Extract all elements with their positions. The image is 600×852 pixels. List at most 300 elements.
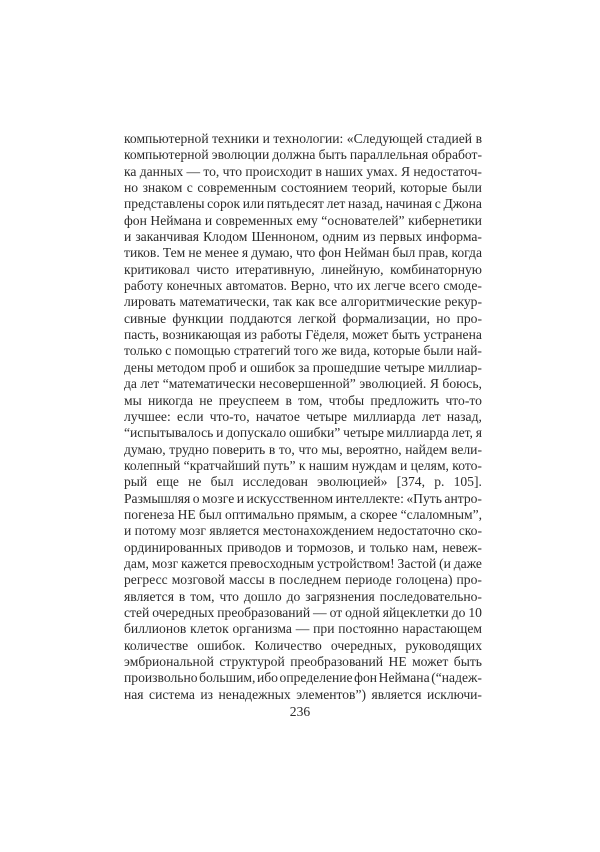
word: не <box>199 392 213 408</box>
word: должна <box>272 147 316 163</box>
word: мозг <box>151 555 179 571</box>
word: преобразований <box>217 604 311 620</box>
word: мозговой <box>171 572 225 588</box>
word: исследован <box>242 474 308 490</box>
word: прошедшие <box>312 359 381 375</box>
word: из <box>200 686 214 702</box>
word: да <box>124 376 137 392</box>
word: интеллекте: <box>335 490 404 506</box>
word: превосходным <box>229 555 315 571</box>
word: начатое <box>255 408 300 424</box>
word: которые <box>400 180 448 196</box>
word: фон <box>318 245 342 261</box>
word: (и <box>439 555 451 571</box>
word: эволюции <box>211 147 270 163</box>
word: эволюцией» <box>317 474 388 490</box>
word: в <box>315 163 322 179</box>
word: не <box>188 245 202 261</box>
word: Я <box>400 163 411 179</box>
word: НЕ <box>388 654 407 669</box>
word: обработ- <box>431 147 482 163</box>
word: дены <box>124 359 154 375</box>
word: стратегий <box>233 343 291 359</box>
text-line <box>124 294 482 310</box>
word: четыре <box>343 425 384 441</box>
word: p. <box>434 474 445 490</box>
word: погенеза <box>124 506 175 522</box>
word: одной <box>345 604 380 620</box>
word: несовершенной” <box>259 376 356 392</box>
word: помощью <box>174 343 231 359</box>
text-line <box>124 147 482 163</box>
word: с <box>186 180 193 196</box>
word: Застой <box>397 555 437 571</box>
word: очередных, <box>330 637 397 653</box>
word: фон <box>124 212 147 228</box>
word: и <box>285 539 293 555</box>
word: может <box>412 654 449 669</box>
word: параллельная <box>349 147 429 163</box>
word: методом <box>156 359 206 375</box>
word: с <box>165 343 172 359</box>
word: даже <box>453 555 482 571</box>
word: Количество <box>254 637 322 653</box>
word: мозг <box>179 523 206 539</box>
word: лучшее: <box>124 408 171 424</box>
word: ка <box>124 163 137 179</box>
text-line <box>124 164 482 180</box>
page-number: 236 <box>289 704 311 719</box>
word: итеративную, <box>235 261 315 277</box>
word: к <box>298 457 306 473</box>
word: лет <box>421 408 441 424</box>
word: очередных <box>152 604 215 620</box>
word: лировать <box>124 294 176 310</box>
text-line <box>124 507 482 523</box>
word: допускало <box>226 425 287 441</box>
word: вида, <box>339 343 370 359</box>
word: и <box>262 131 270 146</box>
word: ибо <box>256 670 278 686</box>
word: быть <box>318 147 347 163</box>
text-line <box>124 670 482 686</box>
word: начиная <box>385 196 433 212</box>
word: чтобы <box>328 392 365 408</box>
word: дам, <box>124 555 149 571</box>
word: клеток <box>190 621 229 637</box>
word: путь” <box>263 457 296 473</box>
word: целям, <box>410 457 449 473</box>
word: рый <box>124 474 148 490</box>
word: мозге <box>202 490 235 506</box>
word: Тем <box>162 245 186 261</box>
word: но <box>436 310 451 326</box>
word: происходит <box>245 163 313 179</box>
word: но <box>124 180 139 196</box>
word: были <box>423 343 454 359</box>
word: вели- <box>451 441 482 457</box>
word: руководящих <box>405 637 482 653</box>
word: только <box>124 343 163 359</box>
word: система <box>149 686 195 702</box>
word: является <box>371 686 422 702</box>
word: кото- <box>452 457 482 473</box>
word: колепный <box>124 457 181 473</box>
word: устройством! <box>316 555 395 571</box>
word: чисто <box>196 261 230 277</box>
word: что <box>219 588 239 604</box>
word: знаком <box>142 180 183 196</box>
word: может <box>352 327 389 343</box>
word: трудно <box>169 441 209 457</box>
word: же <box>321 343 337 359</box>
word: всего <box>409 278 440 294</box>
word: наших <box>325 163 364 179</box>
word: компьютерной <box>124 131 209 146</box>
word: тиков. <box>124 245 160 261</box>
word: за <box>298 359 310 375</box>
word: боюсь, <box>442 376 482 392</box>
word: ему <box>296 212 318 228</box>
word: информа- <box>426 229 482 245</box>
word: в <box>475 131 482 146</box>
word: современных <box>215 212 293 228</box>
word: стей <box>124 604 150 620</box>
word: прямым, <box>297 506 348 522</box>
word: стадией <box>426 131 473 146</box>
word: в <box>285 392 292 408</box>
word: легкой <box>297 310 337 326</box>
word: вероятно, <box>346 441 402 457</box>
word: антро- <box>444 490 482 506</box>
word: возникающая <box>162 327 241 343</box>
word: и <box>124 229 132 245</box>
text-line <box>124 474 482 490</box>
word: количестве <box>124 637 189 653</box>
word: и <box>124 523 132 539</box>
word: одним <box>322 229 359 245</box>
text-line <box>124 523 482 539</box>
text-line <box>124 491 482 507</box>
word: эволюцией. <box>359 376 427 392</box>
word: комбинаторную <box>390 261 482 277</box>
word: “математически <box>162 376 256 392</box>
word: что-то, <box>209 408 250 424</box>
word: пасть, <box>124 327 159 343</box>
text-line <box>124 605 482 621</box>
word: Клодом <box>203 229 248 245</box>
text-line <box>124 638 482 654</box>
word: Шенноном, <box>251 229 319 245</box>
word: кибернетики <box>408 212 482 228</box>
word: работы <box>260 327 302 343</box>
word: что <box>298 441 318 457</box>
word: найдем <box>405 441 448 457</box>
word: сивные <box>124 310 167 326</box>
text-line <box>124 360 482 376</box>
word: эмбриональной <box>124 654 214 669</box>
word: «Путь <box>406 490 442 506</box>
word: ошибки” <box>288 425 341 441</box>
word: последнем <box>279 572 342 588</box>
word: предложить <box>370 392 440 408</box>
word: компьютерной <box>124 147 209 163</box>
word: «Следующей <box>346 131 423 146</box>
word: их <box>356 278 371 294</box>
word: и <box>399 457 408 473</box>
word: состоянием <box>280 180 348 196</box>
word: технологии: <box>273 131 344 146</box>
word: и <box>204 212 213 228</box>
word: местонахождением <box>262 523 374 539</box>
text-line <box>124 311 482 327</box>
word: критиковал <box>124 261 190 277</box>
word: до <box>451 604 466 620</box>
word: оптимально <box>225 506 295 522</box>
word: о <box>192 490 200 506</box>
word: то, <box>203 163 220 179</box>
word: преуспеем <box>218 392 280 408</box>
text-line <box>124 442 482 458</box>
word: определение <box>279 670 353 686</box>
word: представлены <box>124 196 205 212</box>
word: ошибок <box>250 359 295 375</box>
word: миллиарда <box>353 408 416 424</box>
word: постоянно <box>338 621 399 637</box>
word: от <box>329 604 343 620</box>
word: элементов”) <box>296 686 367 702</box>
word: нам, <box>412 539 438 555</box>
word: потому <box>134 523 177 539</box>
word: были <box>451 180 482 196</box>
word: Джона <box>443 196 482 212</box>
word: и <box>236 490 244 506</box>
word: яйцеклетки <box>382 604 449 620</box>
word: с <box>434 196 441 212</box>
word: ная <box>124 686 144 702</box>
word: загрязнения <box>305 588 375 604</box>
word: ординированных <box>124 539 223 555</box>
word: голоцена) <box>395 572 453 588</box>
word: най- <box>456 343 482 359</box>
text-line <box>124 621 482 637</box>
word: поверить <box>212 441 266 457</box>
word: тормозов, <box>297 539 354 555</box>
text-line <box>124 556 482 572</box>
word: и <box>358 539 366 555</box>
word: искусственном <box>246 490 334 506</box>
text-line <box>124 180 482 196</box>
word: в <box>178 588 186 604</box>
text-line <box>124 654 482 670</box>
word: быть <box>391 327 421 343</box>
word: работу <box>124 278 163 294</box>
word: Неймана <box>150 212 202 228</box>
text-line <box>124 327 482 343</box>
word: все <box>318 294 338 310</box>
word: в <box>268 441 276 457</box>
word: не <box>188 474 202 490</box>
word: назад, <box>348 196 384 212</box>
word: из <box>362 229 376 245</box>
word: том, <box>190 588 215 604</box>
word: так <box>273 294 293 310</box>
word: лет <box>326 196 346 212</box>
word: был <box>198 506 222 522</box>
word: большим, <box>199 670 256 686</box>
word: заканчивая <box>135 229 200 245</box>
word: Я <box>429 376 439 392</box>
word: структурой <box>219 654 285 669</box>
word: дошло <box>243 588 282 604</box>
word: [374, <box>396 474 425 490</box>
word: которые <box>373 343 421 359</box>
word: является <box>124 588 174 604</box>
word: если <box>177 408 204 424</box>
word: (“надеж- <box>431 670 482 686</box>
word: произвольно <box>124 670 198 686</box>
word: был <box>392 245 416 261</box>
text-line <box>124 393 482 409</box>
word: техники <box>212 131 260 146</box>
word: приводов <box>226 539 282 555</box>
word: невеж- <box>442 539 482 555</box>
word: в <box>268 572 276 588</box>
word: теорий, <box>352 180 396 196</box>
word: — <box>313 604 327 620</box>
word: а <box>350 506 357 522</box>
word: математически, <box>179 294 270 310</box>
word: 105]. <box>453 474 482 490</box>
word: того <box>293 343 319 359</box>
word: данных <box>139 163 184 179</box>
word: 10 <box>468 604 482 620</box>
word: еще <box>156 474 179 490</box>
word: лет, <box>451 425 473 441</box>
word: прав, <box>418 245 449 261</box>
text-line <box>124 458 482 474</box>
word: что <box>333 278 353 294</box>
word: проб <box>208 359 237 375</box>
word: при <box>313 621 335 637</box>
word: нуждам <box>351 457 397 473</box>
word: я <box>475 425 482 441</box>
word: нашим <box>308 457 349 473</box>
word: думаю, <box>251 245 293 261</box>
word: из <box>244 327 257 343</box>
word: миллиарда <box>386 425 449 441</box>
word: “испытывалось <box>124 425 214 441</box>
word: Неймана <box>378 670 430 686</box>
word: скорее <box>359 506 398 522</box>
word: ско- <box>458 523 482 539</box>
body-text <box>124 131 482 703</box>
word: Верно, <box>290 278 330 294</box>
word: фон <box>354 670 378 686</box>
word: что <box>295 245 316 261</box>
text-line <box>124 196 482 212</box>
word: регресс <box>124 572 168 588</box>
word: поддаются <box>229 310 292 326</box>
word: недостаточ- <box>413 163 482 179</box>
word: пятьдесят <box>266 196 324 212</box>
word: конечных <box>166 278 223 294</box>
text-line <box>124 572 482 588</box>
word: что <box>222 163 243 179</box>
word: и <box>216 425 224 441</box>
word: первых <box>379 229 423 245</box>
word: функции <box>172 310 224 326</box>
word: был <box>210 474 234 490</box>
text-line <box>124 425 482 441</box>
word: что-то <box>445 392 482 408</box>
word: или <box>242 196 265 212</box>
text-line <box>124 376 482 392</box>
text-line <box>124 131 482 147</box>
word: “слаломным”, <box>400 506 482 522</box>
word: как <box>295 294 315 310</box>
word: периоде <box>345 572 392 588</box>
text-line <box>124 343 482 359</box>
word: только <box>370 539 409 555</box>
word: “основателей” <box>321 212 405 228</box>
word: мы <box>124 392 142 408</box>
word: никогда <box>147 392 194 408</box>
text-line <box>124 262 482 278</box>
word: устранена <box>423 327 482 343</box>
word: миллиар- <box>427 359 482 375</box>
text-line <box>124 278 482 294</box>
word: про- <box>456 572 482 588</box>
word: сорок <box>207 196 241 212</box>
word: автоматов. <box>225 278 287 294</box>
text-line <box>124 687 482 703</box>
word: исключи- <box>426 686 482 702</box>
text-line <box>124 589 482 605</box>
word: НЕ <box>177 506 196 522</box>
word: том, <box>298 392 323 408</box>
word: рекур- <box>444 294 482 310</box>
word: формализации, <box>342 310 431 326</box>
word: Нейман <box>344 245 390 261</box>
word: смоде- <box>443 278 482 294</box>
word: — <box>295 621 310 637</box>
word: — <box>186 163 201 179</box>
word: современным <box>197 180 277 196</box>
word: Размышляя <box>124 490 191 506</box>
word: недостаточно <box>377 523 456 539</box>
word: когда <box>451 245 482 261</box>
word: организма <box>232 621 292 637</box>
text-line <box>124 540 482 556</box>
word: Гёделя, <box>305 327 349 343</box>
word: легче <box>374 278 406 294</box>
word: четыре <box>306 408 347 424</box>
word: алгоритмические <box>340 294 441 310</box>
text-line <box>124 409 482 425</box>
word: то, <box>278 441 295 457</box>
text-line <box>124 245 482 261</box>
word: я <box>241 245 249 261</box>
word: умах. <box>366 163 398 179</box>
text-line <box>124 213 482 229</box>
word: ненадежных <box>218 686 291 702</box>
word: ошибок. <box>197 637 246 653</box>
word: менее <box>204 245 239 261</box>
word: нарастающем <box>402 621 482 637</box>
word: про- <box>456 310 482 326</box>
text-line <box>124 229 482 245</box>
